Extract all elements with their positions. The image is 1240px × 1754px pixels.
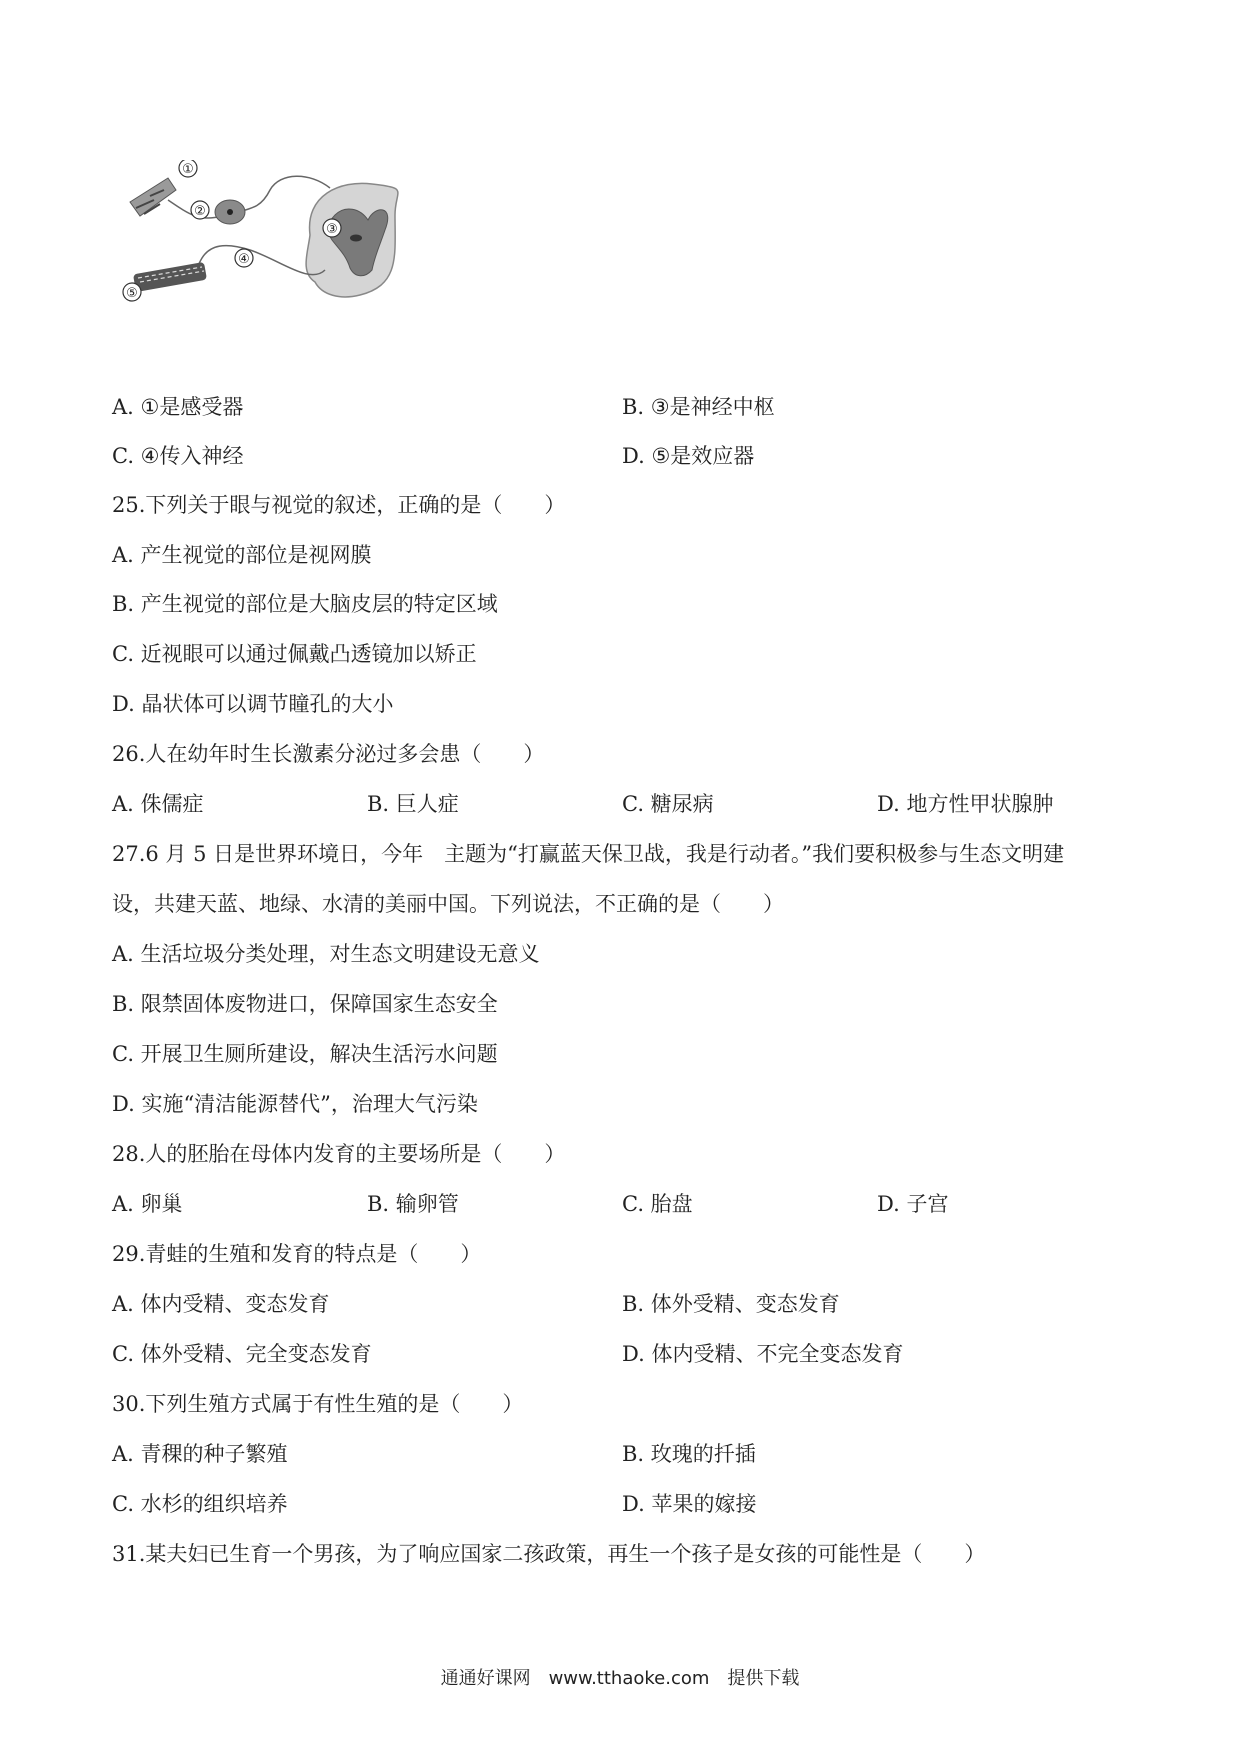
svg-text:②: ② bbox=[194, 204, 206, 219]
svg-text:④: ④ bbox=[238, 252, 250, 267]
receptor-drawing bbox=[130, 178, 176, 216]
marker-3-icon bbox=[323, 219, 341, 237]
q24-option-c: C. ④传入神经 bbox=[112, 444, 244, 468]
q30-stem: 30.下列生殖方式属于有性生殖的是（ ） bbox=[112, 1392, 524, 1416]
q29-option-c: C. 体外受精、完全变态发育 bbox=[112, 1342, 372, 1366]
marker-2-icon bbox=[191, 201, 209, 219]
q27-option-a: A. 生活垃圾分类处理，对生态文明建设无意义 bbox=[112, 942, 540, 966]
q27-stem-line1: 27.6 月 5 日是世界环境日，今年 主题为“打赢蓝天保卫战，我是行动者。”我们要积极参与生态文明建 bbox=[112, 842, 1065, 866]
q28-option-a: A. 卵巢 bbox=[112, 1192, 183, 1216]
q31-stem: 31.某夫妇已生育一个男孩，为了响应国家二孩政策，再生一个孩子是女孩的可能性是（ ） bbox=[112, 1542, 986, 1566]
q27-option-c: C. 开展卫生厕所建设，解决生活污水问题 bbox=[112, 1042, 498, 1066]
svg-text:⑤: ⑤ bbox=[126, 286, 138, 301]
q30-option-b: B. 玫瑰的扦插 bbox=[622, 1442, 756, 1466]
q30-option-d: D. 苹果的嫁接 bbox=[622, 1492, 757, 1516]
q26-option-a: A. 侏儒症 bbox=[112, 792, 204, 816]
reflex-arc-figure bbox=[110, 160, 450, 350]
q29-option-a: A. 体内受精、变态发育 bbox=[112, 1292, 330, 1316]
q28-option-c: C. 胎盘 bbox=[622, 1192, 693, 1216]
q24-option-b: B. ③是神经中枢 bbox=[622, 395, 775, 419]
spinal-cord-drawing bbox=[306, 183, 398, 297]
q28-option-d: D. 子宫 bbox=[877, 1192, 949, 1216]
q24-option-a: A. ①是感受器 bbox=[112, 395, 244, 419]
q27-stem-line2: 设，共建天蓝、地绿、水清的美丽中国。下列说法，不正确的是（ ） bbox=[112, 892, 784, 916]
q30-option-a: A. 青稞的种子繁殖 bbox=[112, 1442, 288, 1466]
q30-option-c: C. 水杉的组织培养 bbox=[112, 1492, 288, 1516]
marker-4-icon bbox=[235, 249, 253, 267]
marker-5-icon bbox=[123, 283, 141, 301]
q29-option-b: B. 体外受精、变态发育 bbox=[622, 1292, 840, 1316]
effector-drawing bbox=[133, 262, 207, 292]
q27-option-b: B. 限禁固体废物进口，保障国家生态安全 bbox=[112, 992, 498, 1016]
q29-option-d: D. 体内受精、不完全变态发育 bbox=[622, 1342, 904, 1366]
q28-option-b: B. 输卵管 bbox=[367, 1192, 459, 1216]
q26-option-b: B. 巨人症 bbox=[367, 792, 459, 816]
q25-option-a: A. 产生视觉的部位是视网膜 bbox=[112, 543, 372, 567]
marker-1-icon bbox=[179, 160, 197, 177]
q24-option-d: D. ⑤是效应器 bbox=[622, 444, 755, 468]
q25-stem: 25.下列关于眼与视觉的叙述，正确的是（ ） bbox=[112, 493, 566, 517]
efferent-nerve-line bbox=[190, 246, 325, 280]
q25-option-c: C. 近视眼可以通过佩戴凸透镜加以矫正 bbox=[112, 642, 477, 666]
q28-stem: 28.人的胚胎在母体内发育的主要场所是（ ） bbox=[112, 1142, 566, 1166]
q25-option-d: D. 晶状体可以调节瞳孔的大小 bbox=[112, 692, 394, 716]
svg-text:①: ① bbox=[182, 162, 194, 177]
svg-text:③: ③ bbox=[326, 222, 338, 237]
q27-option-d: D. 实施“清洁能源替代”，治理大气污染 bbox=[112, 1092, 478, 1116]
q26-option-d: D. 地方性甲状腺肿 bbox=[877, 792, 1054, 816]
footer-source: 通通好课网 www.tthaoke.com 提供下载 bbox=[440, 1668, 800, 1689]
q26-stem: 26.人在幼年时生长激素分泌过多会患（ ） bbox=[112, 742, 545, 766]
q29-stem: 29.青蛙的生殖和发育的特点是（ ） bbox=[112, 1242, 482, 1266]
q25-option-b: B. 产生视觉的部位是大脑皮层的特定区域 bbox=[112, 592, 498, 616]
q26-option-c: C. 糖尿病 bbox=[622, 792, 714, 816]
